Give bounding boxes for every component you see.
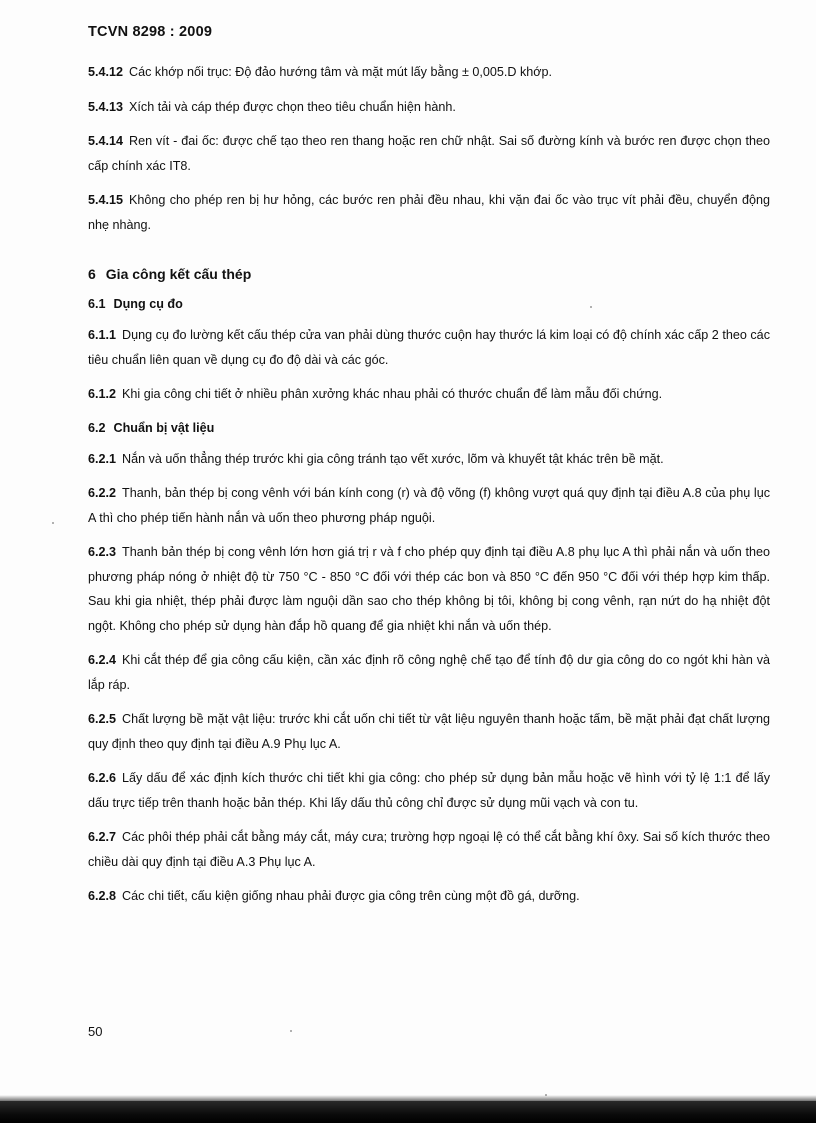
clause-6-2-1	[88, 447, 770, 472]
scan-speck	[290, 1030, 292, 1032]
clause-text: Khi gia công chi tiết ở nhiều phân xưởng khác nhau phải có thước chuẩn để làm mẫu đối chứng.	[122, 387, 663, 401]
clause-text: Thanh bản thép bị cong vênh lớn hơn giá trị r và f cho phép quy định tại điều A.8 phụ lục A thì phải nắn và uốn theo phương pháp nóng ở nhiệt độ từ 750 °C - 850 °C đối với thép các bon và 850 °C đến 950 °C đối với thép hợp kim thấp. Sau khi gia nhiệt, thép phải được làm nguội dần sao cho thép không bị tôi, không bị cong vênh, rạn nứt do hạ nhiệt đột ngột. Không cho phép sử dụng hàn đắp hồ quang để gia nhiệt khi nắn và uốn thép.	[88, 545, 770, 633]
clause-text: Các khớp nối trục: Độ đảo hướng tâm và mặt mút lấy bằng ± 0,005.D khớp.	[129, 65, 553, 79]
section-number: 6.2	[88, 420, 106, 435]
clause-text: Dụng cụ đo lường kết cấu thép cửa van phải dùng thước cuộn hay thước lá kim loại có độ chính xác cấp 2 theo các tiêu chuẩn liên quan về dụng cụ đo độ dài và các góc.	[88, 328, 770, 367]
section-6-heading	[88, 263, 770, 285]
clause-number: 5.4.15	[88, 193, 124, 207]
clause-text: Các phôi thép phải cắt bằng máy cắt, máy cưa; trường hợp ngoại lệ có thể cắt bằng khí ôxy. Sai số kích thước theo chiều dài quy định tại điều A.3 Phụ lục A.	[88, 830, 770, 869]
clause-text: Chất lượng bề mặt vật liệu: trước khi cắt uốn chi tiết từ vật liệu nguyên thanh hoặc tấm, bề mặt phải đạt chất lượng quy định theo quy định tại điều A.9 Phụ lục A.	[88, 712, 770, 751]
clause-text: Ren vít - đai ốc: được chế tạo theo ren thang hoặc ren chữ nhật. Sai số đường kính và bước ren được chọn theo cấp chính xác IT8.	[88, 134, 770, 173]
clause-text: Nắn và uốn thẳng thép trước khi gia công tránh tạo vết xước, lõm và khuyết tật khác trên bề mặt.	[122, 451, 664, 466]
clause-6-1-2	[88, 382, 770, 407]
clause-6-2-3	[88, 540, 770, 638]
clause-5-4-14	[88, 129, 770, 178]
clause-number: 6.2.1	[88, 451, 117, 466]
clause-number: 6.1.2	[88, 387, 117, 401]
clause-number: 5.4.13	[88, 99, 124, 114]
section-6-2-heading	[88, 417, 770, 439]
clause-number: 6.2.8	[88, 889, 117, 903]
section-number: 6.1	[88, 297, 106, 311]
clause-text: Thanh, bản thép bị cong vênh với bán kính cong (r) và độ võng (f) không vượt quá quy định tại điều A.8 của phụ lục A thì cho phép tiến hành nắn và uốn theo phương pháp nguội.	[88, 486, 770, 525]
section-title: Chuẩn bị vật liệu	[113, 420, 215, 435]
clause-5-4-15	[88, 188, 770, 237]
clause-number: 5.4.14	[88, 134, 124, 148]
section-title: Dụng cụ đo	[113, 297, 183, 311]
page-number: 50	[88, 1024, 103, 1039]
clause-6-2-2	[88, 481, 770, 530]
clause-text: Khi cắt thép để gia công cấu kiện, cần xác định rõ công nghệ chế tạo để tính độ dư gia công do co ngót khi hàn và lắp ráp.	[88, 653, 770, 692]
clause-number: 6.1.1	[88, 328, 117, 342]
clause-number: 6.2.6	[88, 771, 117, 785]
scan-speck	[52, 522, 54, 524]
clause-number: 6.2.2	[88, 486, 117, 500]
section-title: Gia công kết cấu thép	[105, 266, 252, 282]
clause-6-1-1	[88, 323, 770, 372]
clause-6-2-6	[88, 766, 770, 815]
page-content	[88, 60, 770, 919]
section-6-1-heading	[88, 293, 770, 315]
clause-5-4-12	[88, 60, 770, 85]
clause-number: 5.4.12	[88, 65, 124, 79]
clause-text: Lấy dấu để xác định kích thước chi tiết khi gia công: cho phép sử dụng bản mẫu hoặc vẽ hình với tỷ lệ 1:1 để lấy dấu trực tiếp trên thanh hoặc bản thép. Khi lấy dấu thủ công chỉ được sử dụng mũi vạch và con tu.	[88, 771, 770, 810]
clause-6-2-7	[88, 825, 770, 874]
clause-6-2-5	[88, 707, 770, 756]
clause-text: Không cho phép ren bị hư hỏng, các bước ren phải đều nhau, khi vặn đai ốc vào trục vít phải đều, chuyển động nhẹ nhàng.	[88, 193, 770, 232]
clause-text: Các chi tiết, cấu kiện giống nhau phải được gia công trên cùng một đồ gá, dưỡng.	[122, 889, 580, 903]
scan-speck	[590, 306, 592, 308]
standard-header: TCVN 8298 : 2009	[88, 24, 213, 40]
clause-number: 6.2.5	[88, 712, 117, 726]
scan-edge-shadow	[0, 1101, 816, 1123]
clause-text: Xích tải và cáp thép được chọn theo tiêu chuẩn hiện hành.	[129, 99, 456, 114]
clause-number: 6.2.4	[88, 653, 117, 667]
clause-number: 6.2.3	[88, 545, 117, 559]
clause-6-2-4	[88, 648, 770, 697]
clause-5-4-13	[88, 95, 770, 120]
clause-number: 6.2.7	[88, 830, 117, 844]
clause-6-2-8	[88, 884, 770, 909]
section-number: 6	[88, 266, 96, 282]
